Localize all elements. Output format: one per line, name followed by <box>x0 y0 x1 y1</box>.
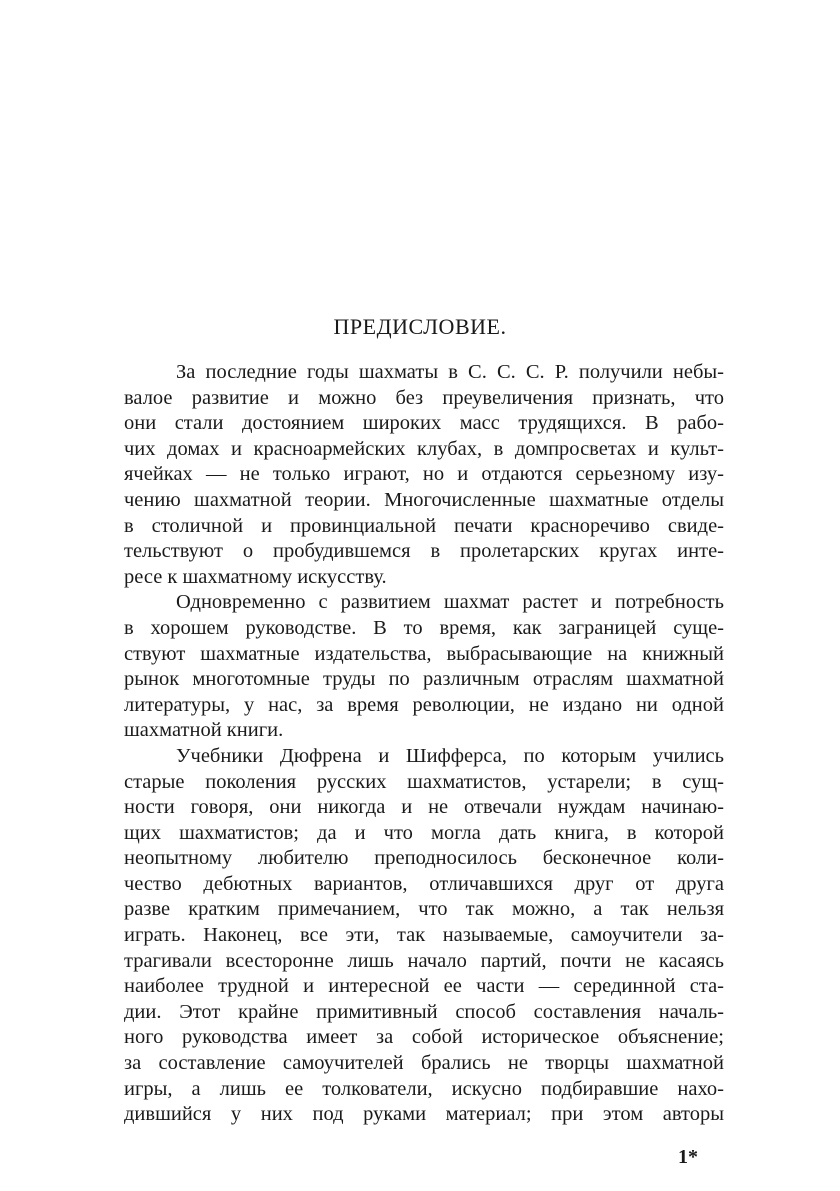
text-line: они стали достоянием широких масс трудящихся. В рабо- <box>124 412 724 435</box>
text-line: наиболее трудной и интересной ее части — серединной ста- <box>124 975 724 998</box>
text-line: разве кратким примечанием, что так можно, а так нельзя <box>124 898 724 921</box>
text-line: ячейках — не только играют, но и отдаются серьезному изу- <box>124 463 724 486</box>
body-text <box>124 360 724 1128</box>
text-line: чество дебютных вариантов, отличавшихся друг от друга <box>124 872 724 895</box>
text-line: литературы, у нас, за время революции, не издано ни одной <box>124 693 724 716</box>
text-line: Учебники Дюфрена и Шифферса, по которым учились <box>176 744 724 767</box>
text-line: в столичной и провинциальной печати красноречиво свиде- <box>124 514 724 537</box>
text-line: играть. Наконец, все эти, так называемые, самоучители за- <box>124 924 724 947</box>
text-line: чих домах и красноармейских клубах, в домпросветах и культ- <box>124 437 724 460</box>
page-number: 1* <box>678 1146 698 1168</box>
text-line: шахматной книги. <box>124 719 284 742</box>
text-line: Одновременно с развитием шахмат растет и потребность <box>176 591 724 614</box>
text-line: щих шахматистов; да и что могла дать книга, в которой <box>124 821 724 844</box>
text-line: валое развитие и можно без преувеличения признать, что <box>124 386 724 409</box>
text-line: За последние годы шахматы в С. С. С. Р. получили небы- <box>176 361 724 383</box>
text-line: ресе к шахматному искусству. <box>124 565 387 588</box>
page-title: ПРЕДИСЛОВИЕ. <box>333 314 507 339</box>
text-line: за составление самоучителей брались не творцы шахматной <box>124 1052 724 1075</box>
text-line: ности говоря, они никогда и не отвечали нуждам начинаю- <box>124 796 724 819</box>
text-line: трагивали всесторонне лишь начало партий, почти не касаясь <box>124 949 724 972</box>
text-line: ствуют шахматные издательства, выбрасывающие на книжный <box>124 642 724 665</box>
text-line: игры, а лишь ее толкователи, искусно подбиравшие нахо- <box>124 1077 724 1100</box>
text-line: ного руководства имеет за собой историческое объяснение; <box>124 1026 724 1049</box>
text-line: неопытному любителю преподносилось бесконечное коли- <box>124 847 724 870</box>
text-line: тельствуют о пробудившемся в пролетарских кругах инте- <box>124 540 724 563</box>
text-line: в хорошем руководстве. В то время, как заграницей суще- <box>124 616 724 639</box>
text-line: рынок многотомные труды по различным отраслям шахматной <box>124 668 724 691</box>
text-line: чению шахматной теории. Многочисленные шахматные отделы <box>124 488 724 511</box>
text-line: дившийся у них под руками материал; при этом авторы <box>124 1103 724 1126</box>
text-line: старые поколения русских шахматистов, устарели; в сущ- <box>124 770 724 793</box>
text-line: дии. Этот крайне примитивный способ составления началь- <box>124 1000 724 1023</box>
